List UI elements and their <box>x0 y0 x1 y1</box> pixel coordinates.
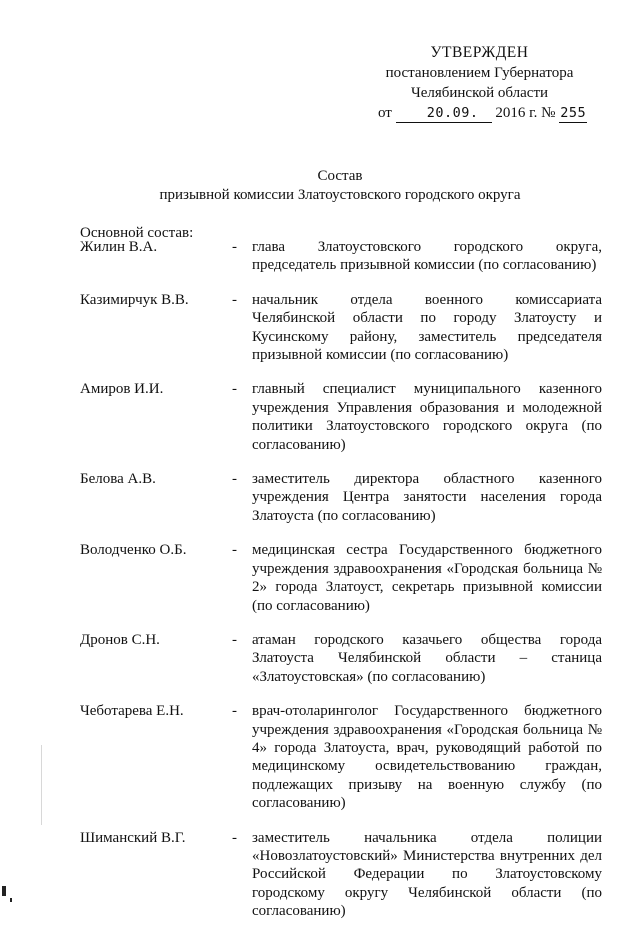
member-row <box>80 631 602 686</box>
member-row <box>80 541 602 615</box>
approval-stamp-block <box>372 43 587 123</box>
scan-speck <box>2 886 6 896</box>
member-description: главный специалист муниципального казенного учреждения Управления образования и молодежной политики Златоустовского городского округа (по согласованию) <box>252 381 602 453</box>
approval-number: 255 <box>560 105 587 121</box>
member-description: глава Златоустовского городского округа, председатель призывной комиссии (по согласованию) <box>252 239 602 274</box>
date-prefix: от <box>378 105 392 121</box>
member-description: начальник отдела военного комиссариата Челябинской области по городу Златоусту и Кусинскому району, заместитель председателя призывной комиссии (по согласованию) <box>252 291 602 364</box>
member-dash: - <box>232 829 237 846</box>
member-dash: - <box>232 703 237 720</box>
member-description: атаман городского казачьего общества города Златоуста Челябинской области – станица «Златоустовская» (по согласованию) <box>252 631 602 685</box>
member-row <box>80 470 602 525</box>
member-name: Чеботарева Е.Н. <box>80 703 184 720</box>
member-list <box>80 238 602 937</box>
approval-line-2: Челябинской области <box>410 85 549 101</box>
member-description: врач-отоларинголог Государственного бюджетного учреждения здравоохранения «Городская больница № 4» города Златоуста, врач, руководящий работой по медицинскому освидетельствованию граждан, подлежащих призыву на военную службу (по согласованию) <box>252 703 602 812</box>
approval-year: 2016 г. № <box>495 105 556 121</box>
member-dash: - <box>232 291 237 308</box>
member-row <box>80 238 602 275</box>
approval-line-1: постановлением Губернатора <box>385 65 574 81</box>
member-description: заместитель директора областного казенного учреждения Центра занятости населения города Златоуста (по согласованию) <box>252 471 602 524</box>
scan-margin-shadow <box>41 745 42 825</box>
member-name: Амиров И.И. <box>80 381 164 398</box>
member-row <box>80 291 602 365</box>
member-description: заместитель начальника отдела полиции «Новозлатоустовский» Министерства внутренних дел Российской Федерации по Златоустовскому городскому округу Челябинской области (по согласованию) <box>252 829 602 920</box>
approval-heading: УТВЕРЖДЕН <box>430 44 529 61</box>
scan-speck <box>10 898 12 902</box>
member-dash: - <box>232 542 237 559</box>
member-row <box>80 380 602 454</box>
approval-date: 20.09. <box>396 105 492 123</box>
title-line-1: Состав <box>317 168 363 184</box>
member-dash: - <box>232 471 237 488</box>
member-name: Шиманский В.Г. <box>80 829 186 846</box>
member-name: Володченко О.Б. <box>80 542 187 559</box>
member-name: Дронов С.Н. <box>80 631 160 648</box>
member-dash: - <box>232 631 237 648</box>
member-name: Казимирчук В.В. <box>80 291 189 308</box>
member-description: медицинская сестра Государственного бюджетного учреждения здравоохранения «Городская больница № 2» города Златоуст, секретарь призывной комиссии (по согласованию) <box>252 542 602 614</box>
document-title <box>80 167 600 205</box>
member-name: Жилин В.А. <box>80 239 158 255</box>
member-name: Белова А.В. <box>80 471 156 488</box>
member-dash: - <box>232 381 237 398</box>
title-line-2: призывной комиссии Златоустовского городского округа <box>159 187 521 203</box>
member-dash: - <box>232 239 237 255</box>
section-label: Основной состав: <box>80 225 194 241</box>
member-row <box>80 829 602 921</box>
member-row <box>80 702 602 812</box>
approval-date-line <box>372 103 587 123</box>
